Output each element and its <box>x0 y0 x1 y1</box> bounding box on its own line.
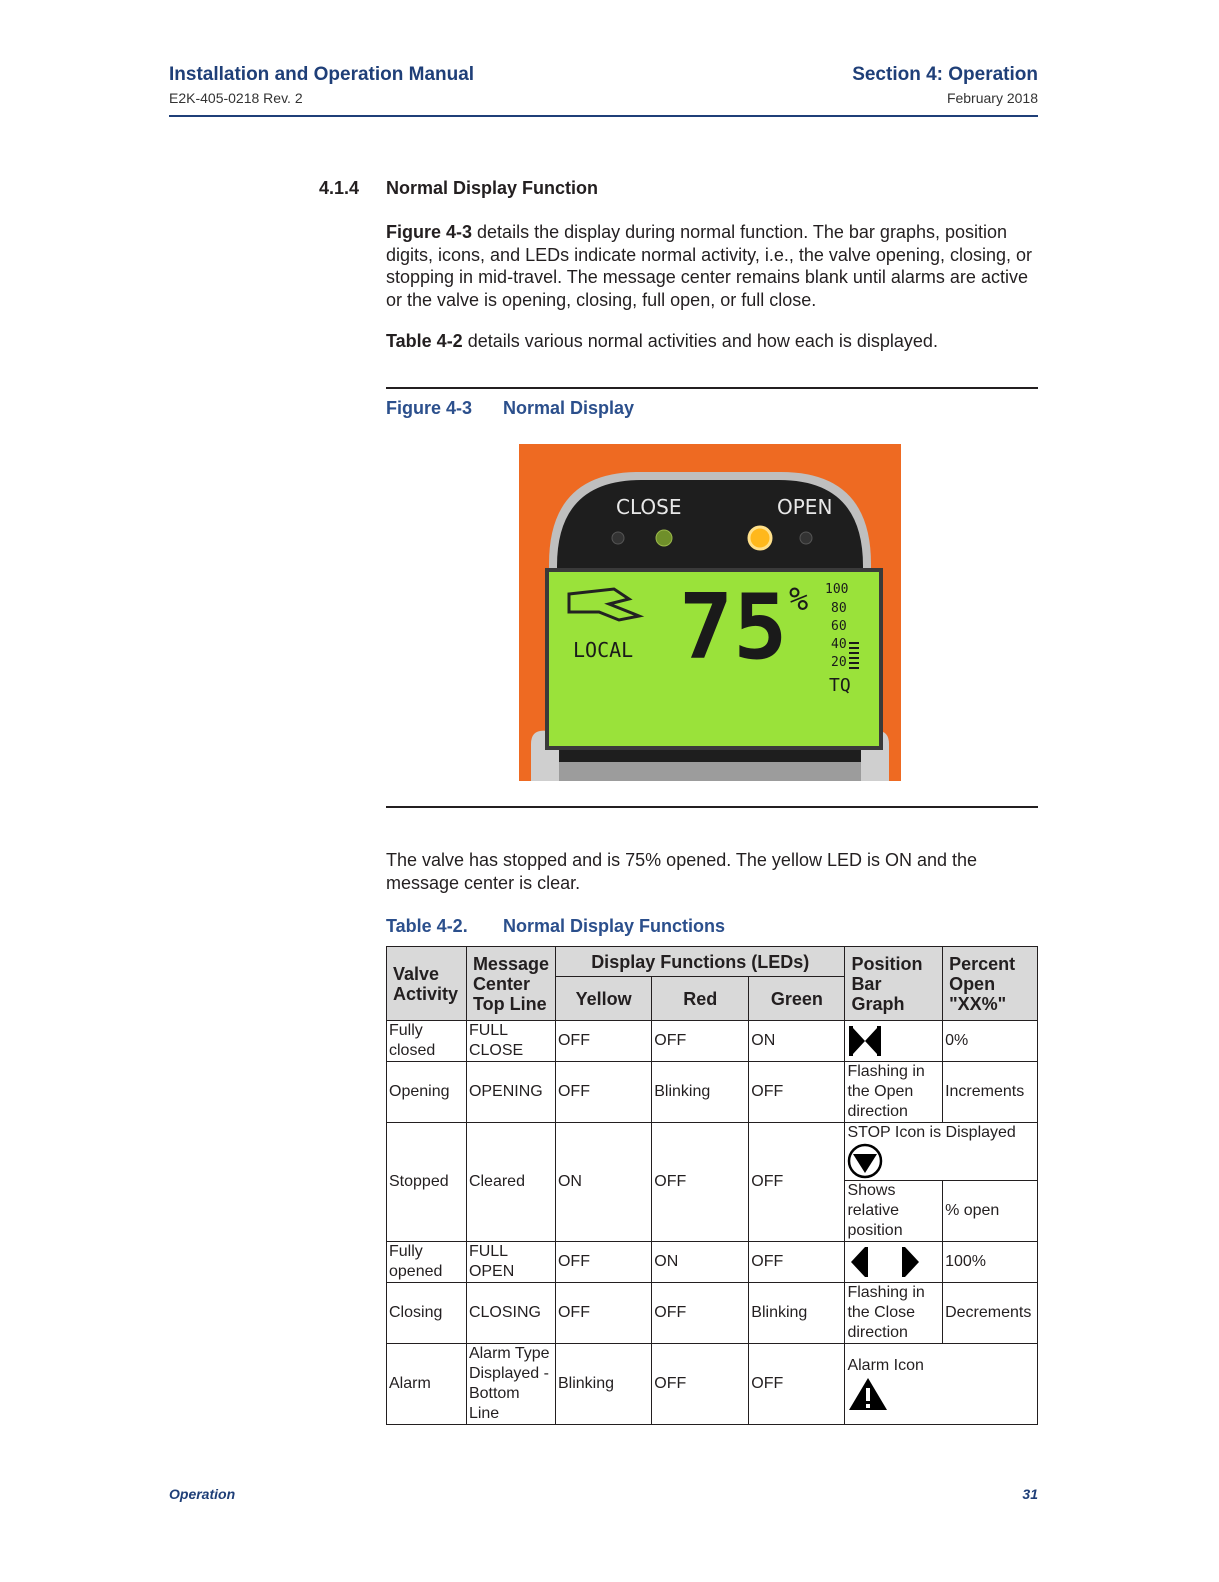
cell-message: Alarm Type Displayed -Bottom Line <box>466 1344 555 1425</box>
alarm-text: Alarm Icon <box>847 1357 924 1374</box>
figure-top-rule <box>386 387 1038 389</box>
figure-description: The valve has stopped and is 75% opened. The yellow LED is ON and the message center is clear. <box>386 850 978 893</box>
table-row <box>387 1021 1038 1062</box>
cell-activity: Stopped <box>387 1123 467 1242</box>
table-row <box>387 1062 1038 1123</box>
table-number: Table 4-2. <box>386 916 468 936</box>
stop-text: STOP Icon is Displayed <box>847 1124 1016 1141</box>
intro-text-2: details various normal activities and how each is displayed. <box>462 331 938 351</box>
cell-activity: Alarm <box>387 1344 467 1425</box>
header-yellow: Yellow <box>555 977 651 1021</box>
header-bargraph: Position Bar Graph <box>845 947 943 1021</box>
cell-yellow: OFF <box>555 1062 651 1123</box>
table-row <box>387 1123 1038 1181</box>
doc-number: E2K-405-0218 Rev. 2 <box>169 90 303 106</box>
open-arrows-icon <box>847 1245 923 1279</box>
tq-label: TQ <box>829 675 851 696</box>
cell-message: FULL OPEN <box>466 1242 555 1283</box>
header-green: Green <box>749 977 845 1021</box>
table-row <box>387 1344 1038 1425</box>
intro-paragraph-1 <box>386 221 1038 311</box>
cell-red: ON <box>652 1242 749 1283</box>
cell-percent: 0% <box>943 1021 1038 1062</box>
cell-yellow: OFF <box>555 1283 651 1344</box>
normal-display-functions-table <box>386 946 1038 1425</box>
led-yellow <box>749 527 771 549</box>
cell-stop <box>845 1123 1038 1181</box>
figure-number: Figure 4-3 <box>386 398 473 418</box>
percent-digits: 75 <box>679 575 788 680</box>
normal-display-photo <box>519 444 901 781</box>
cell-activity: Fully closed <box>387 1021 467 1062</box>
header-message: Message Center Top Line <box>466 947 555 1021</box>
cell-activity: Closing <box>387 1283 467 1344</box>
table-row <box>387 1242 1038 1283</box>
cell-bargraph: Flashing in the Open direction <box>845 1062 943 1123</box>
cell-message: CLOSING <box>466 1283 555 1344</box>
cell-percent: Increments <box>943 1062 1038 1123</box>
table-row <box>387 1283 1038 1344</box>
intro-text-1: details the display during normal function. The bar graphs, position digits, icons, and LEDs indicate normal activity, i.e., the valve opening, closing, or stopping in mid-travel. The message center remains blank until alarms are active or the valve is opening, closing, full open, or full close. <box>386 222 1032 310</box>
cell-alarm <box>845 1344 1038 1425</box>
cell-red: OFF <box>652 1021 749 1062</box>
header-red: Red <box>652 977 749 1021</box>
cell-green: Blinking <box>749 1283 845 1344</box>
cell-activity: Opening <box>387 1062 467 1123</box>
manual-title: Installation and Operation Manual <box>169 64 475 85</box>
header-leds: Display Functions (LEDs) <box>555 947 844 977</box>
led-left <box>612 532 624 544</box>
intro-paragraph-2 <box>386 330 1038 353</box>
cell-red: OFF <box>652 1123 749 1242</box>
figure-bottom-rule <box>386 806 1038 808</box>
cell-message: FULL CLOSE <box>466 1021 555 1062</box>
cell-green: ON <box>749 1021 845 1062</box>
header-percent: Percent Open "XX%" <box>943 947 1038 1021</box>
page-number: 31 <box>1022 1486 1038 1502</box>
cell-percent: Decrements <box>943 1283 1038 1344</box>
header-activity: Valve Activity <box>387 947 467 1021</box>
cell-red: OFF <box>652 1344 749 1425</box>
cell-yellow: Blinking <box>555 1344 651 1425</box>
cell-green: OFF <box>749 1123 845 1242</box>
bar-scale-80: 80 <box>831 601 847 616</box>
bar-scale-40: 40 <box>831 637 847 652</box>
alarm-icon <box>847 1376 889 1412</box>
cell-bargraph: Flashing in the Close direction <box>845 1283 943 1344</box>
table-title: Normal Display Functions <box>503 916 726 936</box>
doc-date: February 2018 <box>946 90 1038 106</box>
cell-message: Cleared <box>466 1123 555 1242</box>
figure-ref: Figure 4-3 <box>386 222 473 242</box>
percent-sign: % <box>789 580 809 618</box>
cell-bargraph: Shows relative position <box>845 1181 943 1242</box>
cell-activity: Fully opened <box>387 1242 467 1283</box>
cell-percent: 100% <box>943 1242 1038 1283</box>
header-right <box>852 62 1038 108</box>
cell-yellow: OFF <box>555 1021 651 1062</box>
led-right <box>800 532 812 544</box>
cell-green: OFF <box>749 1344 845 1425</box>
local-label: LOCAL <box>573 638 634 662</box>
section-title: Section 4: Operation <box>852 64 1038 85</box>
figure-title: Normal Display <box>503 398 635 418</box>
bar-scale-20: 20 <box>831 655 847 670</box>
cell-bargraph <box>845 1242 943 1283</box>
cell-red: OFF <box>652 1283 749 1344</box>
led-green <box>656 530 672 546</box>
section-heading: Normal Display Function <box>386 178 599 198</box>
cell-percent: % open <box>943 1181 1038 1242</box>
cell-message: OPENING <box>466 1062 555 1123</box>
cell-yellow: OFF <box>555 1242 651 1283</box>
bar-scale-100: 100 <box>825 582 849 597</box>
header-rule <box>169 115 1038 117</box>
closed-bowtie-icon <box>847 1024 883 1058</box>
stop-icon <box>847 1143 883 1179</box>
cell-yellow: ON <box>555 1123 651 1242</box>
cell-green: OFF <box>749 1242 845 1283</box>
close-label: CLOSE <box>616 495 682 519</box>
cell-red: Blinking <box>652 1062 749 1123</box>
footer-section: Operation <box>169 1486 236 1502</box>
table-ref: Table 4-2 <box>386 331 463 351</box>
cell-bargraph <box>845 1021 943 1062</box>
cell-green: OFF <box>749 1062 845 1123</box>
section-number: 4.1.4 <box>319 178 360 198</box>
open-label: OPEN <box>777 495 833 519</box>
header-left <box>169 62 474 108</box>
bar-scale-60: 60 <box>831 619 847 634</box>
